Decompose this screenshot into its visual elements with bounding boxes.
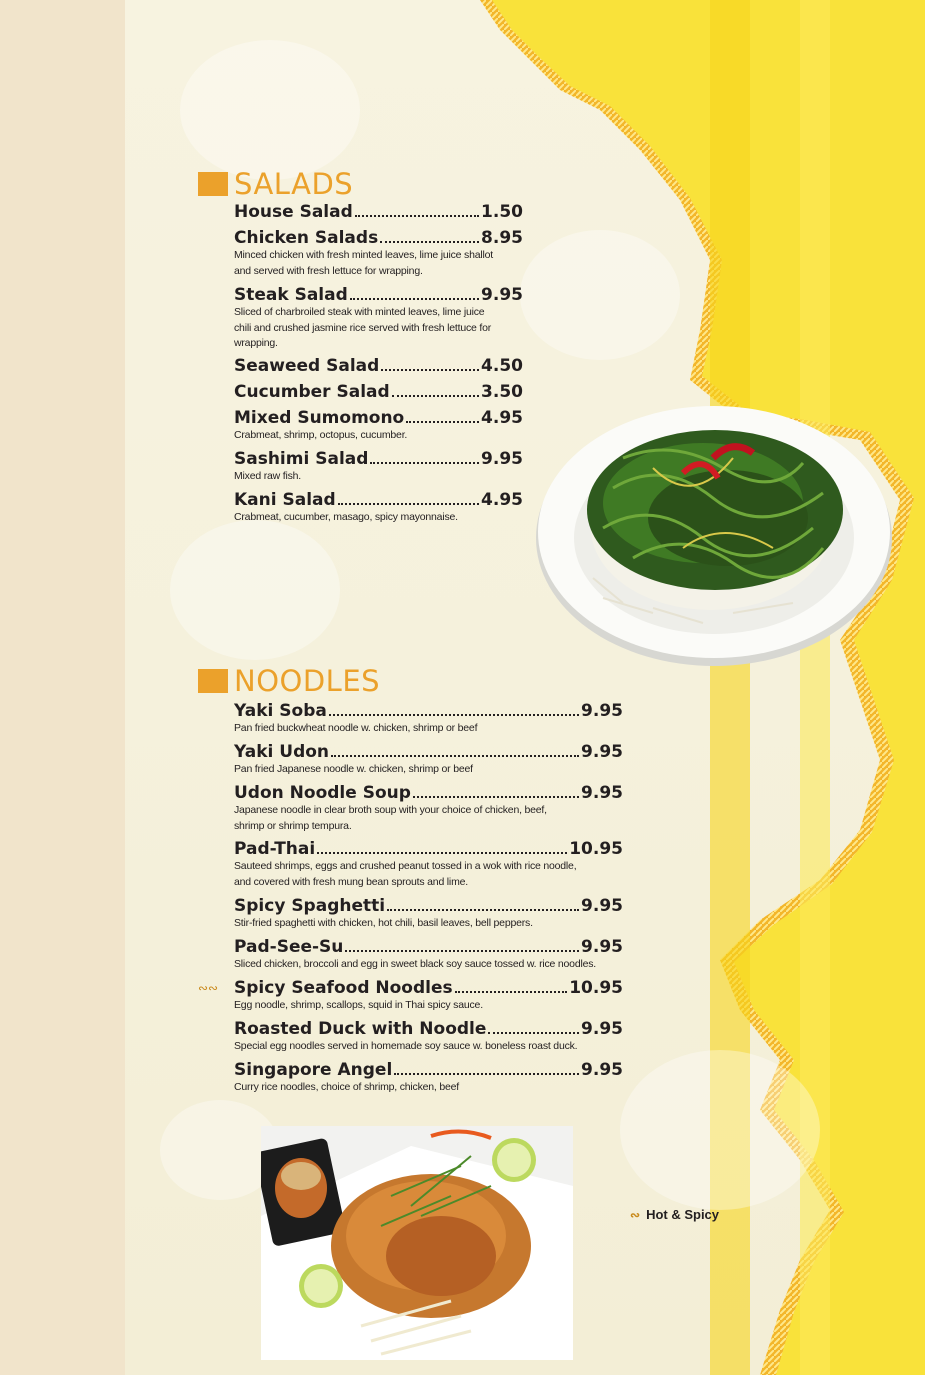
menu-item-spicy-seafood-noodles xyxy=(234,978,623,1014)
dot-leader xyxy=(413,796,579,798)
item-price: 4.95 xyxy=(481,408,523,428)
item-price: 8.95 xyxy=(481,228,523,248)
item-name: Yaki Udon xyxy=(234,742,330,762)
menu-item-udon-noodle-soup xyxy=(234,783,623,834)
item-price: 9.95 xyxy=(481,285,523,305)
dot-leader xyxy=(329,714,579,716)
dot-leader xyxy=(455,991,568,993)
item-description: Japanese noodle in clear broth soup with your choice of chicken, beef, shrimp or shrimp tempura. xyxy=(234,804,547,832)
item-price: 9.95 xyxy=(581,742,623,762)
dot-leader xyxy=(380,241,479,243)
item-name: Kani Salad xyxy=(234,490,336,510)
item-name: Seaweed Salad xyxy=(234,356,380,376)
menu-item-roasted-duck-with-noodle xyxy=(234,1019,623,1055)
item-description: Pan fried Japanese noodle w. chicken, shrimp or beef xyxy=(234,763,473,775)
dot-leader xyxy=(350,298,479,300)
dot-leader xyxy=(381,369,479,371)
item-description: Mixed raw fish. xyxy=(234,470,302,482)
section-marker-square xyxy=(198,669,228,693)
item-name: Chicken Salads xyxy=(234,228,379,248)
item-name: Pad-See-Su xyxy=(234,937,344,957)
item-price: 10.95 xyxy=(569,839,623,859)
pad-thai-photo xyxy=(261,1126,573,1360)
item-description: Special egg noodles served in homemade soy sauce w. boneless roast duck. xyxy=(234,1040,578,1052)
item-price: 9.95 xyxy=(581,783,623,803)
hot-spicy-icon: ∾∾ xyxy=(198,981,219,995)
seaweed-salad-photo xyxy=(533,398,895,670)
item-name: Sashimi Salad xyxy=(234,449,369,469)
menu-item-yaki-udon xyxy=(234,742,623,778)
noodles-title: NOODLES xyxy=(234,664,381,698)
item-price: 4.50 xyxy=(481,356,523,376)
menu-item-sashimi-salad xyxy=(234,449,523,485)
menu-item-cucumber-salad xyxy=(234,382,523,402)
item-price: 9.95 xyxy=(581,937,623,957)
dot-leader xyxy=(331,755,579,757)
item-name: Roasted Duck with Noodle xyxy=(234,1019,487,1039)
hot-spicy-icon: ∾ xyxy=(630,1207,641,1222)
item-price: 9.95 xyxy=(481,449,523,469)
menu-item-chicken-salads xyxy=(234,228,523,279)
item-name: Cucumber Salad xyxy=(234,382,390,402)
menu-item-spicy-spaghetti xyxy=(234,896,623,932)
item-price: 9.95 xyxy=(581,896,623,916)
dot-leader xyxy=(387,909,579,911)
item-description: Curry rice noodles, choice of shrimp, chicken, beef xyxy=(234,1081,459,1093)
dot-leader xyxy=(406,421,479,423)
item-price: 3.50 xyxy=(481,382,523,402)
item-name: Spicy Seafood Noodles xyxy=(234,978,453,998)
item-name: Steak Salad xyxy=(234,285,348,305)
item-price: 9.95 xyxy=(581,701,623,721)
dot-leader xyxy=(338,503,479,505)
menu-item-yaki-soba xyxy=(234,701,623,737)
menu-item-pad-thai xyxy=(234,839,623,890)
menu-item-steak-salad xyxy=(234,285,523,352)
menu-item-seaweed-salad xyxy=(234,356,523,376)
dot-leader xyxy=(370,462,479,464)
item-description: Stir-fried spaghetti with chicken, hot chili, basil leaves, bell peppers. xyxy=(234,917,533,929)
item-description: Sliced of charbroiled steak with minted leaves, lime juice chili and crushed jasmine rice served with fresh lettuce for wrapping. xyxy=(234,306,492,349)
salads-section-header xyxy=(198,168,353,200)
item-name: House Salad xyxy=(234,202,353,222)
section-marker-square xyxy=(198,172,228,196)
item-price: 10.95 xyxy=(569,978,623,998)
dot-leader xyxy=(355,215,479,217)
item-description: Crabmeat, shrimp, octopus, cucumber. xyxy=(234,429,408,441)
item-description: Sauteed shrimps, eggs and crushed peanut tossed in a wok with rice noodle, and covered with fresh mung bean sprouts and lime. xyxy=(234,860,577,888)
decorative-flower xyxy=(520,230,680,360)
item-name: Mixed Sumomono xyxy=(234,408,405,428)
salads-title: SALADS xyxy=(234,167,354,201)
item-name: Pad-Thai xyxy=(234,839,316,859)
dot-leader xyxy=(392,395,479,397)
item-name: Udon Noodle Soup xyxy=(234,783,411,803)
item-price: 9.95 xyxy=(581,1060,623,1080)
dot-leader xyxy=(317,852,567,854)
menu-item-pad-see-su xyxy=(234,937,623,973)
menu-item-house-salad xyxy=(234,202,523,222)
hot-spicy-legend xyxy=(630,1207,719,1222)
item-name: Yaki Soba xyxy=(234,701,327,721)
item-description: Pan fried buckwheat noodle w. chicken, shrimp or beef xyxy=(234,722,478,734)
item-name: Spicy Spaghetti xyxy=(234,896,386,916)
dot-leader xyxy=(488,1032,579,1034)
item-price: 1.50 xyxy=(481,202,523,222)
decorative-flower xyxy=(180,40,360,180)
item-description: Egg noodle, shrimp, scallops, squid in Thai spicy sauce. xyxy=(234,999,483,1011)
item-description: Crabmeat, cucumber, masago, spicy mayonnaise. xyxy=(234,511,458,523)
decorative-flower xyxy=(620,1050,820,1210)
item-price: 9.95 xyxy=(581,1019,623,1039)
dot-leader xyxy=(345,950,579,952)
item-description: Minced chicken with fresh minted leaves, lime juice shallot and served with fresh lettuce for wrapping. xyxy=(234,249,493,277)
dot-leader xyxy=(394,1073,579,1075)
item-price: 4.95 xyxy=(481,490,523,510)
noodles-section-header xyxy=(198,665,380,697)
legend-label: Hot & Spicy xyxy=(646,1207,720,1222)
decorative-flower xyxy=(170,520,340,660)
menu-item-mixed-sumomono xyxy=(234,408,523,444)
menu-item-kani-salad xyxy=(234,490,523,526)
item-description: Sliced chicken, broccoli and egg in sweet black soy sauce tossed w. rice noodles. xyxy=(234,958,597,970)
menu-item-singapore-angel xyxy=(234,1060,623,1096)
item-name: Singapore Angel xyxy=(234,1060,393,1080)
